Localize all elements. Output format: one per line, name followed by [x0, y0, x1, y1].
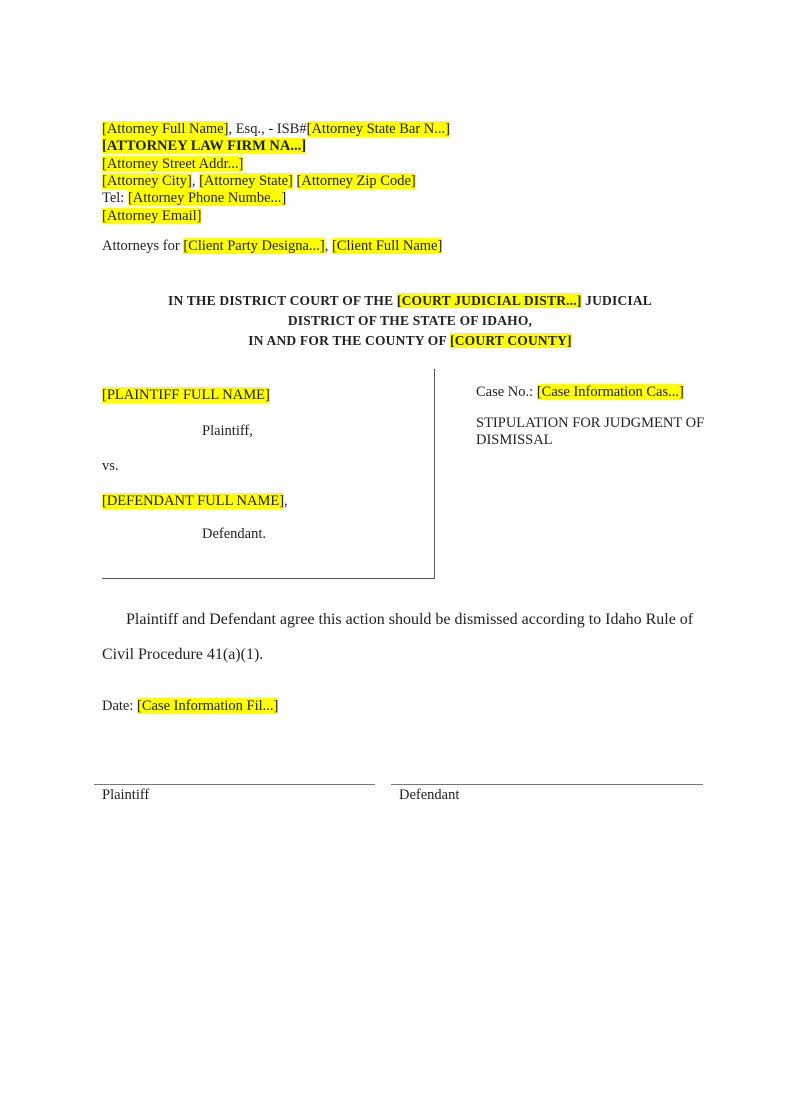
attorney-name-line: [102, 121, 450, 138]
firm-name-field[interactable]: [ATTORNEY LAW FIRM NA...]: [102, 138, 307, 154]
caption-divider-horizontal: [102, 578, 435, 579]
judicial-district-field[interactable]: [COURT JUDICIAL DISTR...]: [396, 293, 582, 308]
email-field[interactable]: [Attorney Email]: [102, 208, 202, 224]
plaintiff-name-line: [102, 387, 270, 404]
phone-field[interactable]: [Attorney Phone Numbe...]: [127, 190, 287, 206]
attorneys-for-line: [102, 238, 442, 255]
plaintiff-signature-line: [94, 784, 375, 785]
defendant-label: Defendant.: [202, 526, 267, 542]
city-field[interactable]: [Attorney City]: [102, 173, 192, 189]
street-line: [102, 156, 243, 173]
attorney-bar-number-field[interactable]: [Attorney State Bar N...]: [306, 121, 450, 137]
case-no-label: Case No.:: [476, 384, 537, 400]
comma: ,: [284, 493, 288, 509]
street-field[interactable]: [Attorney Street Addr...]: [102, 156, 244, 172]
court-heading-line3: [100, 332, 720, 349]
attorney-full-name-field[interactable]: [Attorney Full Name]: [102, 121, 229, 137]
court-prefix: IN THE DISTRICT COURT OF THE: [167, 293, 397, 308]
court-heading-line2: DISTRICT OF THE STATE OF IDAHO,: [287, 313, 533, 328]
defendant-signature-line: [391, 784, 703, 785]
court-heading-line1: [100, 292, 720, 309]
comma: ,: [191, 173, 200, 189]
date-line: [102, 698, 278, 715]
date-field[interactable]: [Case Information Fil...]: [137, 698, 279, 714]
comma: ,: [324, 238, 332, 254]
vs-label: vs.: [102, 458, 119, 474]
court-suffix: JUDICIAL: [581, 293, 653, 308]
attorneys-for-label: Attorneys for: [102, 238, 184, 254]
document-title-line1: STIPULATION FOR JUDGMENT OF: [476, 415, 705, 431]
client-name-field[interactable]: [Client Full Name]: [331, 238, 443, 254]
email-line: [102, 208, 201, 225]
party-designation-field[interactable]: [Client Party Designa...]: [183, 238, 325, 254]
date-label: Date:: [102, 698, 138, 714]
defendant-name-line: [102, 493, 288, 510]
phone-line: [102, 190, 286, 207]
esq-label: , Esq., - ISB#: [228, 121, 307, 137]
zip-field[interactable]: [Attorney Zip Code]: [296, 173, 416, 189]
defendant-name-field[interactable]: [DEFENDANT FULL NAME]: [102, 493, 285, 509]
plaintiff-signature-label: Plaintiff: [102, 787, 150, 803]
city-line: [102, 173, 416, 190]
defendant-signature-label: Defendant: [399, 787, 460, 803]
caption-divider-vertical: [434, 369, 435, 578]
state-field[interactable]: [Attorney State]: [199, 173, 293, 189]
county-prefix: IN AND FOR THE COUNTY OF: [248, 333, 451, 348]
document-title-line2: DISMISSAL: [476, 432, 553, 448]
plaintiff-name-field[interactable]: [PLAINTIFF FULL NAME]: [102, 387, 270, 403]
plaintiff-label: Plaintiff,: [202, 423, 253, 439]
body-text-line1: Plaintiff and Defendant agree this action should be dismissed according to Idaho Rule of: [126, 611, 694, 628]
case-number-line: [476, 384, 684, 401]
case-number-field[interactable]: [Case Information Cas...]: [536, 384, 684, 400]
county-field[interactable]: [COURT COUNTY]: [450, 333, 572, 348]
tel-label: Tel:: [102, 190, 128, 206]
body-text-line2: Civil Procedure 41(a)(1).: [102, 646, 264, 663]
firm-name-line: [102, 138, 306, 155]
